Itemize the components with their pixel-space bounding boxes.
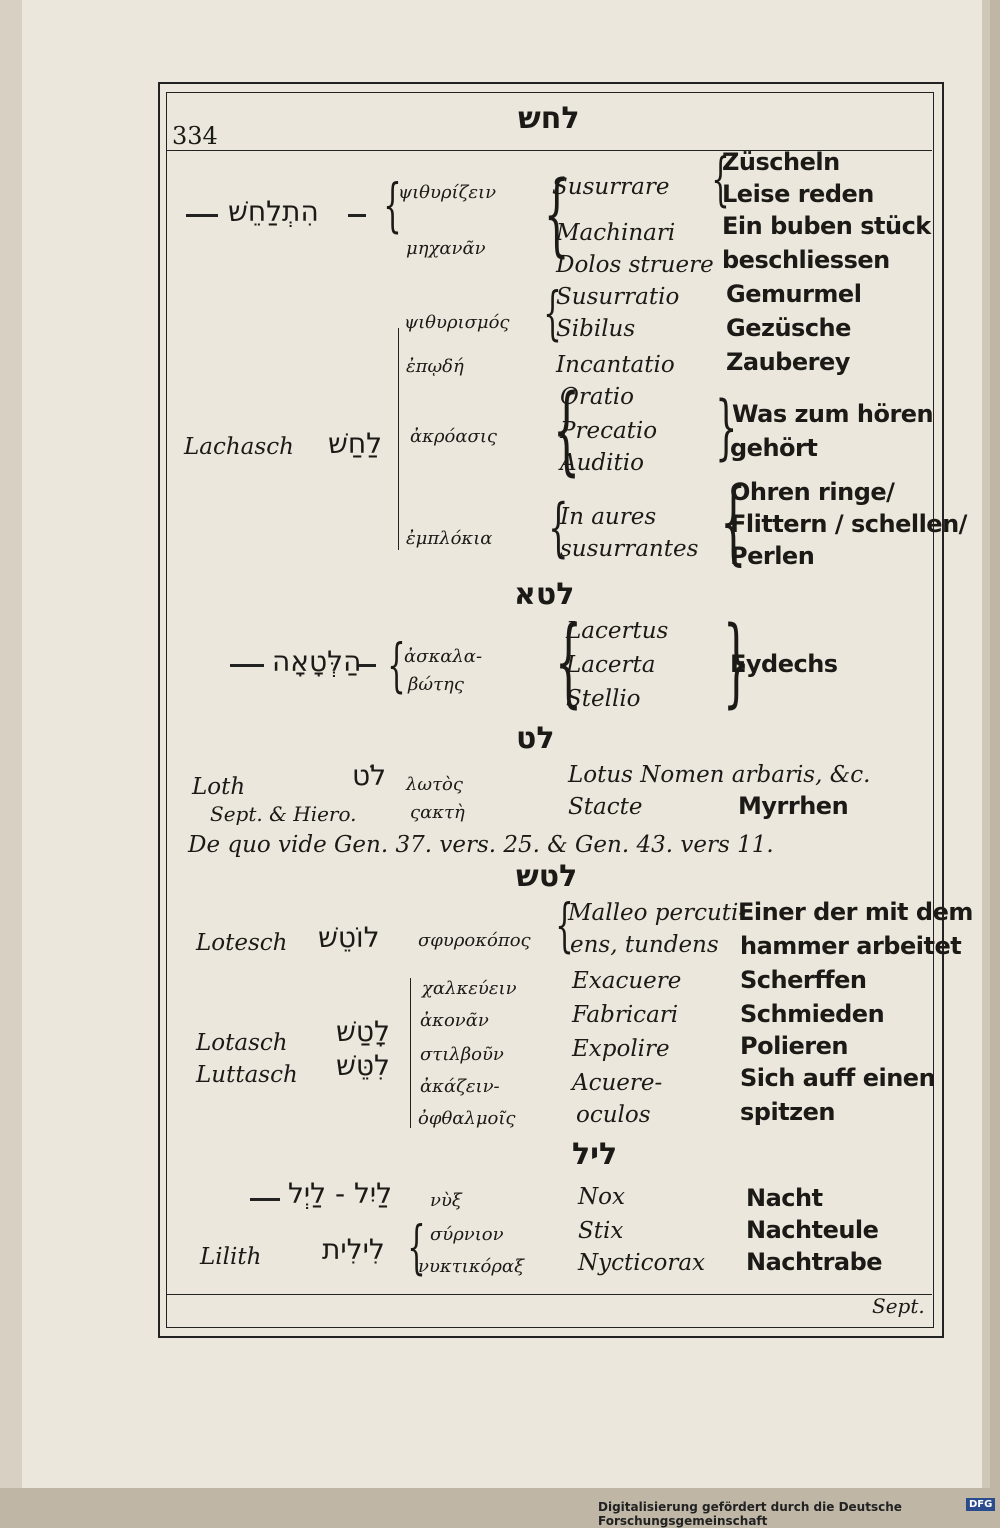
german-term: hammer arbeitet [740,932,962,960]
hebrew-lail: לַיִל - לַיְל [288,1177,393,1210]
source-note: Sept. & Hiero. [210,802,357,826]
german-term: Leise reden [722,180,874,208]
bracket-line [410,978,411,1128]
latin-term: Susurratio [556,284,680,310]
german-term: Nachteule [746,1216,879,1244]
dash-mark [186,214,218,217]
greek-term: ψιθυρίζειν [398,182,497,203]
german-term: Nachtrabe [746,1248,883,1276]
german-term: Polieren [740,1032,849,1060]
greek-term: ςακτὴ [410,802,465,823]
german-term: Einer der mit dem [738,898,973,926]
latin-term: Precatio [560,418,658,444]
brace: { [555,891,574,959]
latin-term: Sibilus [556,316,636,342]
german-term: Myrrhen [738,792,849,820]
latin-term: susurrantes [560,536,699,562]
latin-term: Stix [578,1218,624,1244]
latin-term: ens, tundens [570,932,719,958]
german-term: Gezüsche [726,314,851,342]
latin-term: Acuere- [572,1070,663,1096]
german-term: Ein buben stück [722,212,931,240]
greek-term: ἀκρόασις [410,426,497,447]
transliteration: Lotesch [196,930,288,956]
transliteration: Luttasch [196,1062,298,1088]
section-heading: לטש [516,859,578,894]
dfg-logo: DFG [966,1498,995,1511]
hebrew-lotesch: לוֹטֵשׁ [318,921,380,954]
dash-mark [230,664,264,667]
hebrew-loth: לֹט [352,759,387,792]
dash-mark [250,1198,280,1201]
footer-rule [166,1294,932,1295]
german-term: Sich auff einen [740,1064,936,1092]
catchword: Sept. [872,1294,925,1318]
section-heading: ליל [572,1137,618,1172]
hebrew-lilith: לִילִית [322,1233,385,1266]
page-number: 334 [172,122,218,150]
german-term: Züscheln [722,148,840,176]
hebrew-lachash: לַחַשׁ [328,427,383,460]
brace: { [554,606,583,718]
greek-term: ἀκονᾶν [420,1010,489,1031]
german-term: Perlen [730,542,815,570]
greek-term: ἀκάζειν- [420,1076,500,1097]
greek-term: νυκτικόραξ [418,1256,524,1277]
latin-term: Nox [578,1184,625,1210]
latin-term: Oratio [560,384,635,410]
german-term: Schmieden [740,1000,885,1028]
greek-term: ὀφθαλμοῖς [418,1108,516,1129]
section-heading: לטא [514,577,575,612]
latin-term: Auditio [560,450,644,476]
bracket-line [398,328,399,550]
latin-term: In aures [560,504,657,530]
latin-term: Expolire [572,1036,670,1062]
section-heading: לט [516,721,555,756]
latin-term: Malleo percuti- [568,900,747,926]
page-heading: לחש [518,101,580,136]
greek-term: σφυροκόπος [418,930,531,951]
brace: { [387,631,406,699]
german-term: Was zum hören [732,400,934,428]
greek-term: χαλκεύειν [422,978,517,999]
transliteration: Lilith [200,1244,262,1270]
transliteration: Loth [192,774,246,800]
hebrew-luttasch: לִטֵּשׁ [336,1049,390,1082]
brace: } [722,606,751,718]
brace: { [552,374,581,486]
latin-term: Incantatio [556,352,675,378]
dash-mark [348,214,366,217]
latin-term: Dolos struere [556,252,714,278]
transliteration: Lotasch [196,1030,288,1056]
greek-term: στιλβοῦν [420,1044,504,1065]
latin-term: Exacuere [572,968,682,994]
brace: { [543,162,570,267]
greek-term: ἐμπλόκια [406,528,493,549]
latin-term: Fabricari [572,1002,679,1028]
brace: } [715,386,738,468]
greek-term: λωτὸς [406,774,463,795]
german-term: Gemurmel [726,280,862,308]
german-term: spitzen [740,1098,835,1126]
brace: { [543,279,562,347]
greek-term: ψιθυρισμός [404,312,510,333]
page-frame-inner [166,92,934,1328]
german-term: gehört [730,434,818,462]
latin-term: Stacte [568,794,643,820]
latin-term: Lacerta [566,652,656,678]
hebrew-lta: הַלְּטָאָה [272,645,362,678]
brace: { [383,171,402,239]
latin-term: Lacertus [566,618,669,644]
german-term: Eydechs [730,650,838,678]
latin-term: Stellio [566,686,641,712]
transliteration: Lachasch [184,434,294,460]
german-term: Flittern / schellen/ [730,510,967,538]
latin-term: Susurrare [552,174,670,200]
latin-term: oculos [576,1102,651,1128]
latin-term: Machinari [556,220,676,246]
german-term: Scherffen [740,966,867,994]
greek-term: μηχανᾶν [406,238,486,259]
latin-term: Nycticorax [578,1250,706,1276]
latin-term: Lotus Nomen arbaris, &c. [568,762,871,788]
greek-term: βώτης [408,674,464,695]
german-term: Nacht [746,1184,823,1212]
greek-term: ἐπῳδή [406,356,464,377]
page-gutter [0,0,22,1488]
reference-note: De quo vide Gen. 37. vers. 25. & Gen. 43. vers 11. [188,832,774,858]
german-term: Zauberey [726,348,850,376]
hebrew-lotasch: לָטַשׁ [336,1015,390,1048]
brace: { [407,1213,426,1281]
greek-term: ἀσκαλα- [404,646,483,667]
german-term: Ohren ringe/ [730,478,895,506]
digitization-credit: Digitalisierung gefördert durch die Deutsche Forschungsgemeinschaft [598,1500,902,1528]
dash-mark [358,664,376,667]
greek-term: νὺξ [430,1190,462,1211]
brace: { [548,491,569,565]
brace: { [711,145,730,213]
brace: { [720,468,747,575]
hebrew-hithpael: הִתְלַחֵשׁ [228,195,319,228]
greek-term: σύρνιον [430,1224,504,1245]
german-term: beschliessen [722,246,890,274]
